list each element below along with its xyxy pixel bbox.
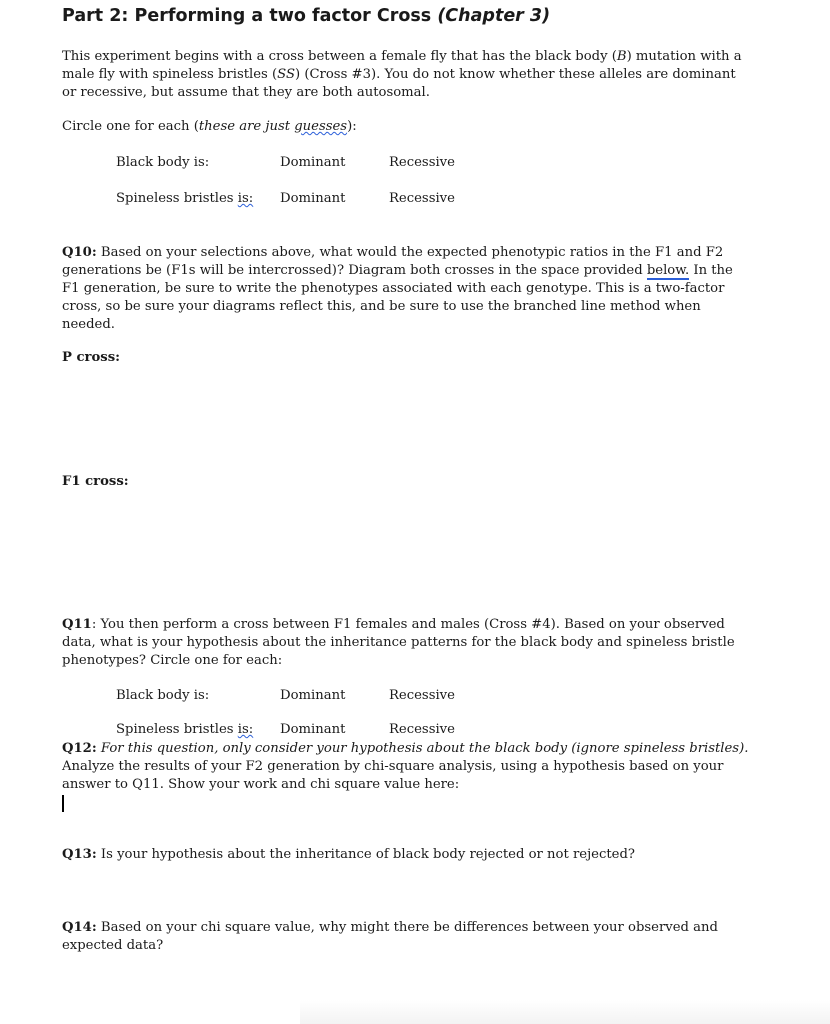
q11-line-3: phenotypes? Circle one for each: [62,653,283,668]
guesses-word: guesses [294,119,348,134]
q10-line-4: cross, so be sure your diagrams reflect this, and be sure to use the branched line method when [62,299,701,314]
spineless-is-2: is: [237,722,254,737]
intro-line-2a: male fly with spineless bristles ( [62,67,278,82]
black-body-dominant-option-1[interactable]: Dominant [280,155,346,170]
q12-label: Q12: [62,741,97,756]
spineless-recessive-option-1[interactable]: Recessive [389,191,455,206]
black-body-recessive-option-2[interactable]: Recessive [389,688,455,703]
circle-prompt-tail: ): [347,119,357,134]
spineless-allele-symbol: SS [277,67,295,82]
black-body-label-1: Black body is: [116,155,210,170]
q10-line-5: needed. [62,317,115,332]
q13-label: Q13: [62,847,97,862]
circle-prompt-italic: these are just [198,119,295,134]
q14-line-1: Based on your chi square value, why might there be differences between your observed and [96,920,718,935]
q11-line-2: data, what is your hypothesis about the inheritance patterns for the black body and spineless bristle [62,635,735,650]
q10-line-2b: In the [689,263,733,278]
below-word: below. [646,263,690,278]
intro-line-3: or recessive, but assume that they are both autosomal. [62,85,430,100]
spineless-dominant-option-1[interactable]: Dominant [280,191,346,206]
title-chapter: (Chapter 3) [437,6,551,26]
black-body-label-2: Black body is: [116,688,210,703]
q12-line-1: For this question, only consider your hypothesis about the black body (ignore spineless bristles). [96,741,749,756]
q11-label: Q11 [62,617,92,632]
black-body-recessive-option-1[interactable]: Recessive [389,155,455,170]
q12-paragraph [62,740,752,794]
black-allele-symbol: B [616,49,627,64]
intro-paragraph [62,48,752,102]
q14-paragraph [62,919,752,955]
intro-line-1: This experiment begins with a cross between a female fly that has the black body ( [62,49,617,64]
q10-line-1: Based on your selections above, what would the expected phenotypic ratios in the F1 and F2 [96,245,724,260]
spineless-dominant-option-2[interactable]: Dominant [280,722,346,737]
q11-line-1: : You then perform a cross between F1 females and males (Cross #4). Based on your observed [91,617,725,632]
q12-line-3: answer to Q11. Show your work and chi square value here: [62,777,460,792]
q10-line-3: F1 generation, be sure to write the phenotypes associated with each genotype. This is a two-factor [62,281,725,296]
spineless-label-text-2: Spineless bristles [116,722,238,737]
q10-line-2a: generations be (F1s will be intercrossed)? Diagram both crosses in the space provided [62,263,647,278]
title-text: Part 2: Performing a two factor Cross [62,6,438,26]
intro-line-1b: ) mutation with a [626,49,742,64]
q10-paragraph [62,244,752,334]
spineless-recessive-option-2[interactable]: Recessive [389,722,455,737]
q12-line-2: Analyze the results of your F2 generation by chi-square analysis, using a hypothesis based on your [62,759,724,774]
q14-line-2: expected data? [62,938,164,953]
black-body-dominant-option-2[interactable]: Dominant [280,688,346,703]
spineless-label-text-1: Spineless bristles [116,191,238,206]
q14-label: Q14: [62,920,97,935]
q11-paragraph [62,616,752,670]
q13-text: Is your hypothesis about the inheritance of black body rejected or not rejected? [96,847,635,862]
spineless-label-2 [116,722,253,737]
circle-prompt-lead: Circle one for each ( [62,119,199,134]
f1-cross-label: F1 cross: [62,474,129,489]
circle-prompt [62,119,357,134]
bottom-shadow [300,1000,830,1024]
page-title [62,6,550,26]
p-cross-label: P cross: [62,350,120,365]
intro-line-2b: ) (Cross #3). You do not know whether these alleles are dominant [294,67,736,82]
text-cursor [62,795,64,812]
spineless-label-1 [116,191,253,206]
q10-label: Q10: [62,245,97,260]
q13-paragraph [62,847,635,862]
spineless-is-1: is: [237,191,254,206]
